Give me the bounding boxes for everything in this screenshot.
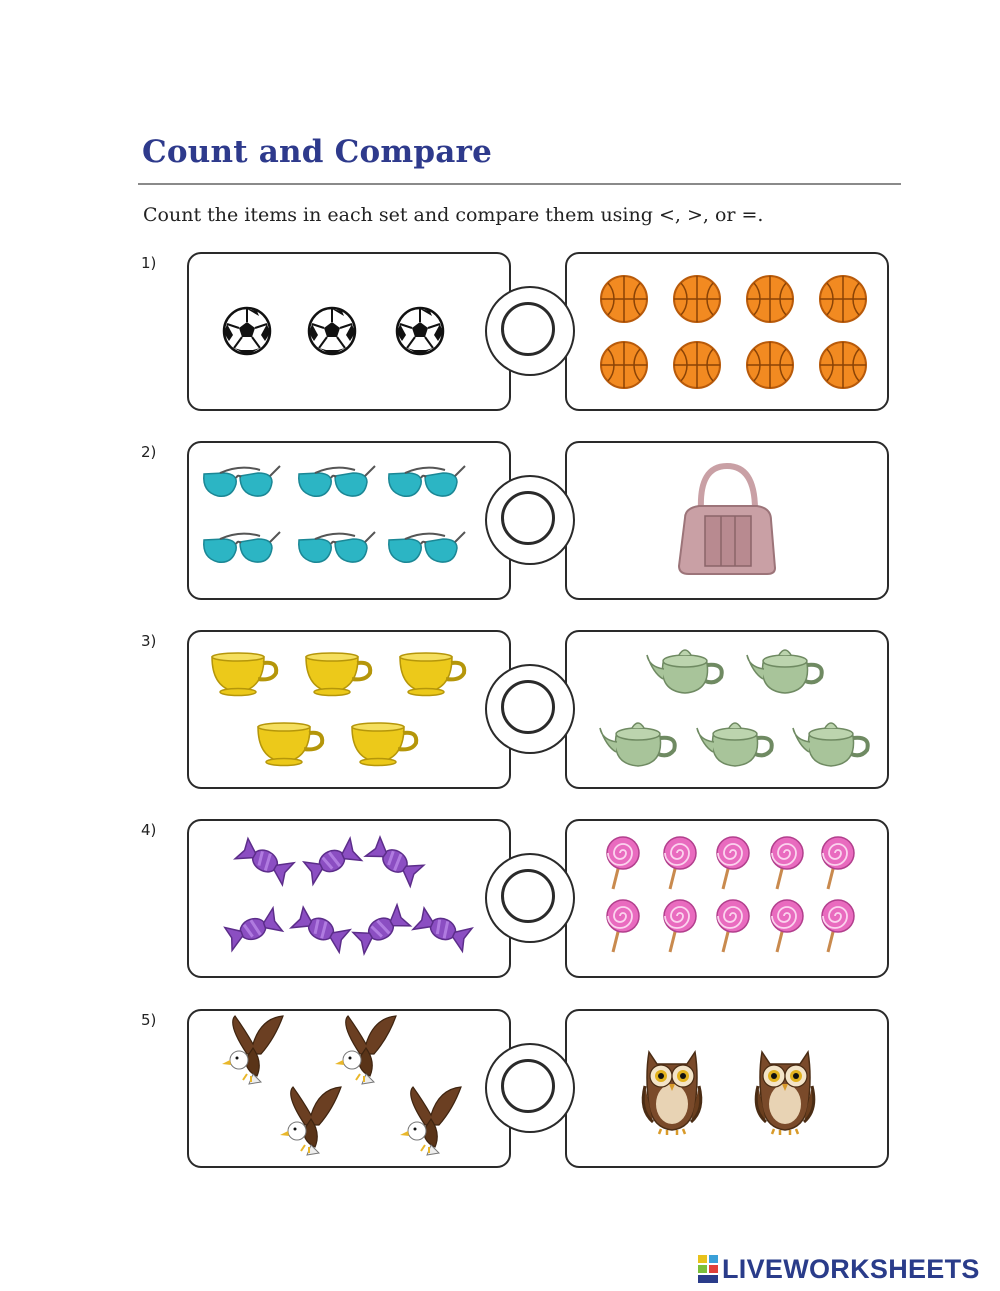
soccer-ball-icon xyxy=(394,305,446,361)
teacup-icon xyxy=(396,651,468,701)
compare-answer-slot[interactable] xyxy=(501,869,555,923)
liveworksheets-logo-text: LIVEWORKSHEETS xyxy=(722,1254,980,1284)
compare-circle xyxy=(485,475,575,565)
wrapped-candy-icon xyxy=(414,904,472,958)
answer-text xyxy=(504,683,558,737)
lollipop-icon xyxy=(713,835,753,895)
teapot-icon xyxy=(645,643,727,701)
lollipop-icon xyxy=(603,898,643,958)
compare-circle xyxy=(485,853,575,943)
teacup-icon xyxy=(348,721,420,771)
sunglasses-icon xyxy=(385,528,467,572)
liveworksheets-logo-icon xyxy=(696,1252,720,1286)
compare-answer-slot[interactable] xyxy=(501,491,555,545)
problem-number: 1) xyxy=(141,254,157,272)
problem-number: 3) xyxy=(141,632,157,650)
wrapped-candy-icon xyxy=(366,836,424,890)
wrapped-candy-icon xyxy=(224,904,282,958)
wrapped-candy-icon xyxy=(352,904,410,958)
basketball-icon xyxy=(672,274,722,328)
lollipop-icon xyxy=(713,898,753,958)
compare-answer-slot[interactable] xyxy=(501,680,555,734)
handbag-icon xyxy=(671,462,783,580)
lollipop-icon xyxy=(660,898,700,958)
lollipop-icon xyxy=(603,835,643,895)
answer-text xyxy=(504,1062,558,1116)
wrapped-candy-icon xyxy=(236,836,294,890)
teapot-icon xyxy=(598,716,680,774)
eagle-icon xyxy=(395,1085,471,1161)
basketball-icon xyxy=(599,274,649,328)
compare-circle xyxy=(485,1043,575,1133)
sunglasses-icon xyxy=(200,528,282,572)
eagle-icon xyxy=(217,1014,293,1090)
teacup-icon xyxy=(302,651,374,701)
lollipop-icon xyxy=(767,898,807,958)
compare-circle xyxy=(485,664,575,754)
teacup-icon xyxy=(254,721,326,771)
lollipop-icon xyxy=(818,898,858,958)
owl-icon xyxy=(750,1036,820,1140)
teapot-icon xyxy=(791,716,873,774)
wrapped-candy-icon xyxy=(303,836,361,890)
teapot-icon xyxy=(745,643,827,701)
basketball-icon xyxy=(818,274,868,328)
soccer-ball-icon xyxy=(221,305,273,361)
answer-text xyxy=(504,872,558,926)
sunglasses-icon xyxy=(295,462,377,506)
basketball-icon xyxy=(599,340,649,394)
answer-text xyxy=(504,305,558,359)
eagle-icon xyxy=(330,1014,406,1090)
lollipop-icon xyxy=(818,835,858,895)
soccer-ball-icon xyxy=(306,305,358,361)
sunglasses-icon xyxy=(200,462,282,506)
sunglasses-icon xyxy=(385,462,467,506)
lollipop-icon xyxy=(660,835,700,895)
wrapped-candy-icon xyxy=(292,904,350,958)
sunglasses-icon xyxy=(295,528,377,572)
eagle-icon xyxy=(275,1085,351,1161)
compare-circle xyxy=(485,286,575,376)
answer-text xyxy=(504,494,558,548)
basketball-icon xyxy=(745,340,795,394)
instructions: Count the items in each set and compare them using <, >, or =. xyxy=(143,204,764,226)
basketball-icon xyxy=(745,274,795,328)
problem-number: 2) xyxy=(141,443,157,461)
owl-icon xyxy=(637,1036,707,1140)
worksheet-title: Count and Compare xyxy=(142,134,493,170)
compare-answer-slot[interactable] xyxy=(501,302,555,356)
compare-answer-slot[interactable] xyxy=(501,1059,555,1113)
basketball-icon xyxy=(818,340,868,394)
lollipop-icon xyxy=(767,835,807,895)
right-set-box xyxy=(565,1009,889,1168)
teacup-icon xyxy=(208,651,280,701)
teapot-icon xyxy=(695,716,777,774)
basketball-icon xyxy=(672,340,722,394)
title-divider xyxy=(138,183,901,185)
problem-number: 4) xyxy=(141,821,157,839)
problem-number: 5) xyxy=(141,1011,157,1029)
